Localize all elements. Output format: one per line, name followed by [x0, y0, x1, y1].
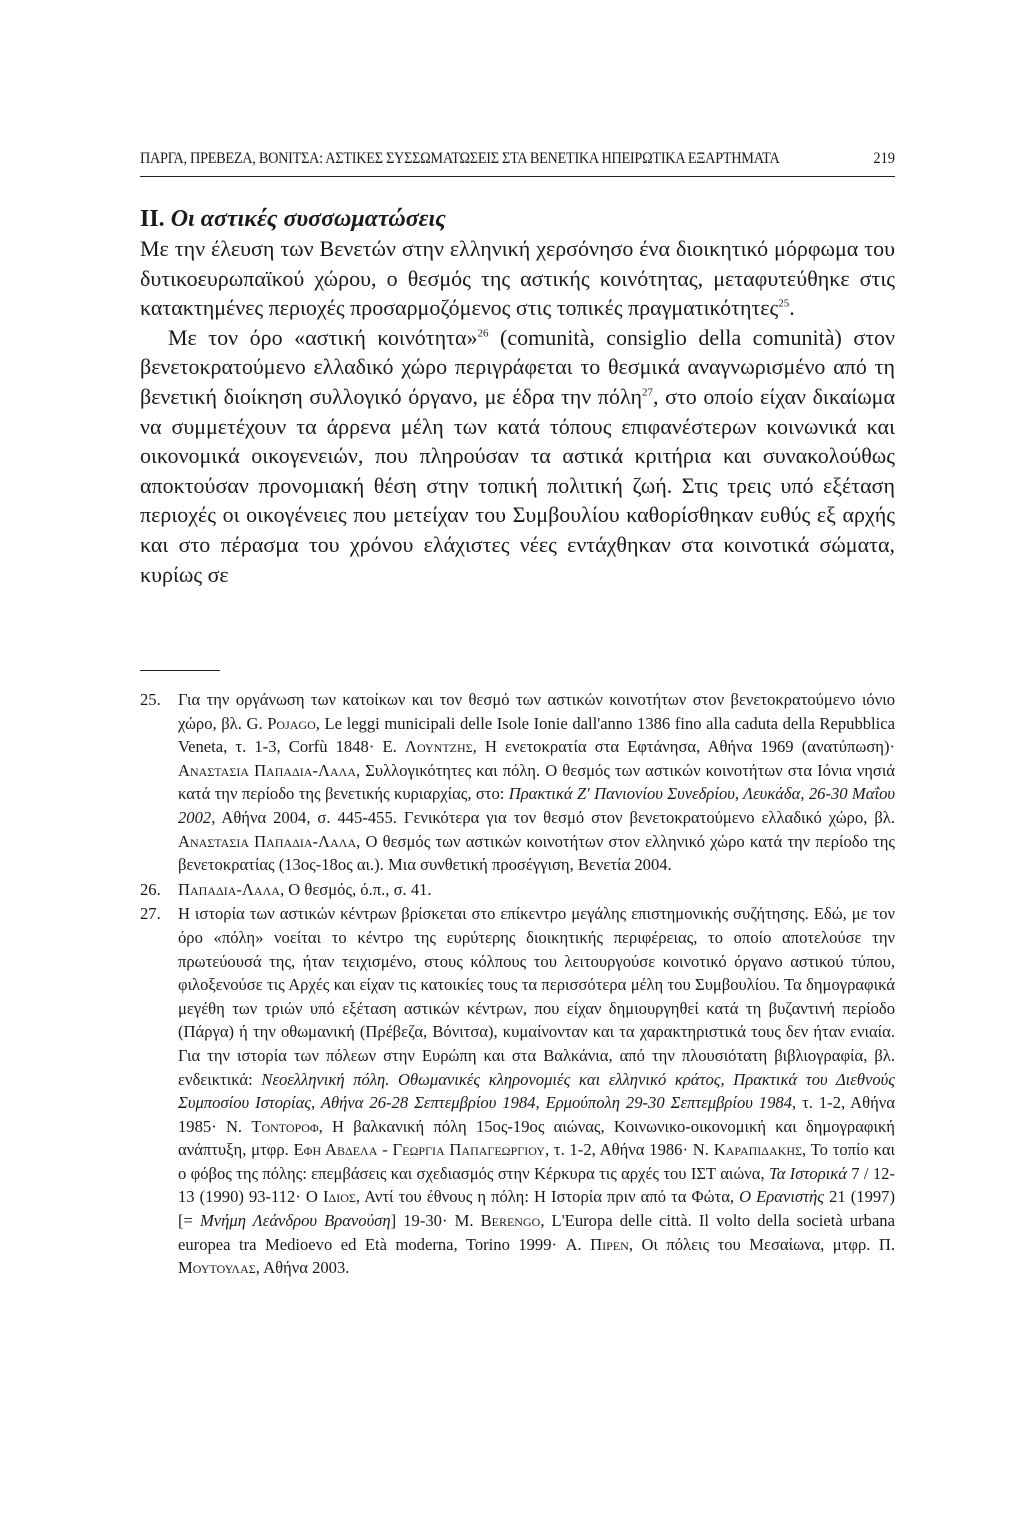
author-name: Ιδιος	[322, 1187, 356, 1207]
author-name: Pojago	[267, 713, 316, 733]
paragraph-2-part-c: , στο οποίο είχαν δικαίωμα να συμμετέχουν τα άρρενα μέλη των κατά τόπους επιφανέστερων κοινωνικά και οικονομικά οικογενειών, που πληρούσαν τα αστικά κριτήρια και συνακολούθως αποκτούσαν προνομιακή θέση στην τοπική πολιτική ζωή. Στις τρεις υπό εξέταση περιοχές οι οικογένειες που μετείχαν του Συμβουλίου καθορίσθηκαν ευθύς εξ αρχής και στο πέρασμα του χρόνου ελάχιστες νέες εντάχθηκαν στα κοινοτικά σώματα, κυρίως σε	[140, 383, 895, 587]
author-name: Λουντζης	[404, 737, 473, 757]
footnote-text: ] 19-30· M.	[390, 1211, 481, 1231]
footnotes	[140, 688, 895, 1281]
footnote-number: 27.	[140, 904, 161, 924]
page-number: 219	[873, 150, 895, 167]
footnote-ref-25[interactable]: 25	[778, 297, 790, 310]
footnote-text: , Συλλογικότητες και πόλη. Ο θεσμός των αστικών κοινοτήτων στα Ιόνια νησιά κατά την περίοδο της βενετικής κυριαρχίας, στο:	[178, 760, 895, 804]
author-name: Berengo	[480, 1211, 541, 1231]
author-name: Τοντοροφ	[251, 1116, 319, 1136]
footnote-text: , Αντί του έθνους η πόλη: Η Ιστορία πριν από τα Φώτα,	[355, 1187, 740, 1207]
running-header	[140, 150, 895, 177]
footnote-text: , L'Europa delle città. Il volto della società urbana europea tra Medioevo ed Età moderna, Torino 1999· Α.	[178, 1211, 895, 1254]
footnote-text: , τ. 1-2, Αθήνα 1986· Ν.	[544, 1140, 714, 1160]
footnote-text: , Αθήνα 2003.	[255, 1258, 350, 1278]
footnote-text: , Le leggi municipali delle Isole Ionie dall'anno 1386 fino alla caduta della Repubblica Veneta, τ. 1-3, Corfù 1848· Ε.	[178, 713, 895, 757]
footnote-text: 21 (1997) [=	[178, 1187, 895, 1231]
footnote-ref-26[interactable]: 26	[477, 327, 489, 340]
publication-title: Τα Ιστορικά	[768, 1163, 847, 1183]
footnote-27	[140, 902, 895, 1280]
footnote-text: , τ. 1-2, Αθήνα 1985· Ν.	[178, 1093, 895, 1136]
author-name: Μουτουλας	[178, 1258, 256, 1278]
paragraph-1-end: .	[789, 295, 795, 321]
author-name: Αναστασια Παπαδια-Λαλα	[178, 831, 357, 851]
paragraph-2	[140, 323, 895, 589]
footnote-text: , Οι πόλεις του Μεσαίωνα, μτφρ. Π.	[628, 1234, 895, 1254]
footnote-ref-27[interactable]: 27	[641, 386, 653, 399]
author-name: Παπαδια-Λαλα	[178, 879, 280, 899]
footnote-text: , Η ενετοκρατία στα Εφτάνησα, Αθήνα 1969 (ανατύπωση)·	[472, 737, 895, 757]
footnote-number: 25.	[140, 690, 161, 709]
publication-title: Νεοελληνική πόλη. Οθωμανικές κληρονομιές και ελληνικό κράτος, Πρακτικά του Διεθνούς Συμποσίου Ιστορίας, Αθήνα 26-28 Σεπτεμβρίου 1984, Ερμούπολη 29-30 Σεπτεμβρίου 1984	[178, 1069, 895, 1113]
footnote-text: , Αθήνα 2004, σ. 445-455. Γενικότερα για τον θεσμό στον βενετοκρατούμενο ελλαδικό χώρο, βλ.	[211, 807, 895, 827]
footnote-text: , Ο θεσμός των αστικών κοινοτήτων στον ελληνικό χώρο κατά την περίοδο της βενετοκρατίας (13ος-18ος αι.). Μια συνθετική προσέγγιση, Βενετία 2004.	[178, 831, 895, 875]
footnote-text: , Η βαλκανική πόλη 15ος-19ος αιώνας, Κοινωνικο-οικονομική και δημογραφική ανάπτυξη, μτφρ.	[178, 1116, 895, 1160]
paragraph-1	[140, 234, 895, 323]
paragraph-2-part-b: (comunità, consiglio della comunità) στον βενετοκρατούμενο ελλαδικό χώρο περιγράφεται το θεσμικά αναγνωρισμένο από τη βενετική διοίκηση συλλογικό όργανο, με έδρα την πόλη	[140, 324, 895, 409]
running-title: ΠΑΡΓΑ, ΠΡΕΒΕΖΑ, ΒΟΝΙΤΣΑ: ΑΣΤΙΚΕΣ ΣΥΣΣΩΜΑΤΩΣΕΙΣ ΣΤΑ ΒΕΝΕΤΙΚΑ ΗΠΕΙΡΩΤΙΚΑ ΕΞΑΡΤΗΜΑΤΑ	[140, 150, 780, 167]
publication-title: Πρακτικά Ζ' Πανιονίου Συνεδρίου, Λευκάδα, 26-30 Μαΐου 2002	[178, 784, 895, 827]
footnote-text: Για την οργάνωση των κατοίκων και τον θεσμό των αστικών κοινοτήτων στον βενετοκρατούμενο ιόνιο χώρο, βλ. G.	[178, 690, 895, 733]
footnote-25	[140, 688, 895, 877]
section-number: ΙΙ.	[140, 206, 165, 232]
author-name: Πιρεν	[590, 1234, 629, 1254]
footnote-separator	[140, 670, 220, 671]
main-text	[140, 205, 895, 589]
author-name: Αναστασια Παπαδια-Λαλα	[178, 760, 357, 780]
footnote-text: Η ιστορία των αστικών κέντρων βρίσκεται στο επίκεντρο μεγάλης επιστημονικής συζήτησης. Εδώ, με τον όρο «πόλη» νοείται το κέντρο της ευρύτερης διοικητικής περιφέρειας, το οποίο αποτελούσε την πρωτεύουσά της, ήταν τειχισμένο, στους κόλπους του λειτουργούσε κοινοτικό όργανο αστικού τύπου, φιλοξενούσε τις Αρχές και είχαν τις κατοικίες τους τα περισσότερα μέλη του Συμβουλίου. Τα δημογραφικά μεγέθη των τριών υπό εξέταση αστικών κέντρων, που είχαν δημιουργηθεί κατά τη βυζαντινή περίοδο (Πάργα) ή την οθωμανική (Πρέβεζα, Βόνιτσα), κυμαίνονταν και τα χαρακτηριστικά τους δεν ήταν ενιαία. Για την ιστορία των πόλεων στην Ευρώπη και στα Βαλκάνια, από την πλουσιότατη βιβλιογραφία, βλ. ενδεικτικά:	[178, 904, 895, 1089]
section-title: Οι αστικές συσσωματώσεις	[170, 206, 446, 232]
author-name: Καραπιδακης	[713, 1140, 802, 1160]
footnote-text: , Το τοπίο και ο φόβος της πόλης: επεμβάσεις και σχεδιασμός στην Κέρκυρα τις αρχές του ΙΣΤ αιώνα,	[178, 1140, 895, 1183]
paragraph-1-text: Με την έλευση των Βενετών στην ελληνική χερσόνησο ένα διοικητικό μόρφωμα του δυτικοευρωπαϊκού χώρου, ο θεσμός της αστικής κοινότητας, μεταφυτεύθηκε στις κατακτημένες περιοχές προσαρμοζόμενος στις τοπικές πραγματικότητες	[140, 236, 895, 321]
publication-title: Μνήμη Λεάνδρου Βρανούση	[199, 1211, 391, 1231]
paragraph-2-part-a: Με τον όρο «αστική κοινότητα»	[168, 324, 478, 350]
author-name: Εφη Αβδελα - Γεωργια Παπαγεωργιου	[293, 1140, 545, 1160]
footnote-26	[140, 878, 895, 902]
section-heading	[140, 205, 895, 234]
footnote-text: 7 / 12-13 (1990) 93-112· Ο	[178, 1163, 895, 1207]
footnote-text: , Ο θεσμός, ό.π., σ. 41.	[279, 879, 432, 899]
publication-title: Ο Ερανιστής	[739, 1187, 825, 1207]
footnote-number: 26.	[140, 879, 161, 899]
